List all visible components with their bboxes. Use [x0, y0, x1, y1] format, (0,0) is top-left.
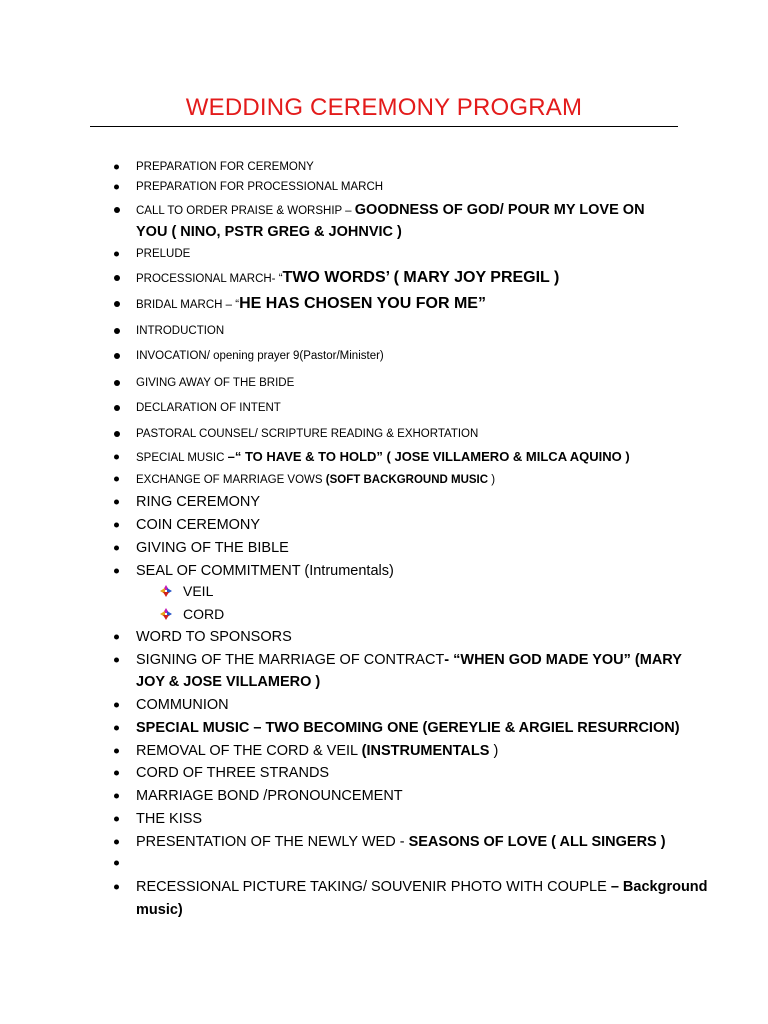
arrow-bullet-icon	[160, 585, 172, 597]
bullet-icon	[114, 328, 120, 334]
item-text: PREPARATION FOR PROCESSIONAL MARCH	[136, 181, 384, 193]
bullet-icon	[114, 431, 120, 437]
item-text: COIN CEREMONY	[136, 517, 261, 533]
list-item	[0, 446, 768, 468]
bullet-icon	[114, 252, 119, 257]
item-text: PROCESSIONAL MARCH- “	[136, 273, 283, 285]
item-text: INTRODUCTION	[136, 325, 225, 337]
sub-list-item	[0, 581, 768, 601]
item-emphasis: – Background	[610, 879, 708, 895]
bullet-icon	[114, 794, 119, 799]
bullet-icon	[114, 635, 119, 640]
bullet-icon	[114, 771, 119, 776]
item-emphasis: HE HAS CHOSEN YOU FOR ME”	[239, 295, 486, 312]
item-text: VEIL	[183, 583, 214, 599]
item-emphasis: (SOFT BACKGROUND MUSIC	[325, 474, 492, 486]
list-item-continuation	[0, 899, 768, 921]
arrow-bullet-icon	[160, 608, 172, 620]
list-item-continuation	[0, 221, 768, 243]
item-text: PRELUDE	[136, 248, 191, 260]
list-item	[0, 292, 768, 316]
bullet-icon	[114, 749, 119, 754]
list-item	[0, 785, 768, 807]
list-item	[0, 346, 768, 366]
bullet-icon	[114, 703, 119, 708]
list-item	[0, 537, 768, 559]
list-item	[0, 740, 768, 762]
list-item	[0, 373, 768, 393]
list-item	[0, 321, 768, 341]
item-text: CALL TO ORDER PRAISE & WORSHIP –	[136, 205, 355, 217]
item-text: REMOVAL OF THE CORD & VEIL	[136, 743, 362, 759]
sub-list-item	[0, 604, 768, 624]
list-item	[0, 157, 768, 177]
list-item	[0, 560, 768, 582]
item-emphasis: SEASONS OF LOVE ( ALL SINGERS )	[408, 834, 666, 850]
item-text: EXCHANGE OF MARRIAGE VOWS	[136, 474, 326, 486]
bullet-icon	[114, 546, 119, 551]
item-emphasis: music)	[136, 902, 183, 918]
bullet-icon	[114, 658, 119, 663]
list-item	[0, 694, 768, 716]
bullet-icon	[114, 405, 120, 411]
list-item	[0, 831, 768, 853]
item-emphasis: YOU ( NINO, PSTR GREG & JOHNVIC )	[136, 224, 402, 240]
bullet-icon	[114, 353, 120, 359]
bullet-icon	[114, 455, 119, 460]
list-item	[0, 514, 768, 536]
bullet-icon	[114, 500, 119, 505]
item-text: SIGNING OF THE MARRIAGE OF CONTRACT	[136, 652, 445, 668]
item-text: DECLARATION OF INTENT	[136, 402, 281, 414]
bullet-icon	[114, 301, 120, 307]
list-item	[0, 808, 768, 830]
item-emphasis: TWO WORDS’ ( MARY JOY PREGIL )	[282, 269, 560, 286]
item-text: SPECIAL MUSIC	[136, 452, 228, 464]
item-text: GIVING AWAY OF THE BRIDE	[136, 377, 295, 389]
bullet-icon	[114, 207, 120, 213]
bullet-icon	[114, 726, 119, 731]
list-item	[0, 491, 768, 513]
bullet-icon	[114, 840, 119, 845]
page-title: WEDDING CEREMONY PROGRAM	[185, 94, 583, 121]
bullet-icon	[114, 523, 119, 528]
item-emphasis: –“ TO HAVE & TO HOLD” ( JOSE VILLAMERO & MILCA AQUINO )	[227, 449, 630, 464]
item-text: RING CEREMONY	[136, 494, 261, 510]
list-item	[0, 177, 768, 197]
list-item	[0, 876, 768, 898]
list-item	[0, 626, 768, 648]
bullet-icon	[114, 477, 119, 482]
title-underline	[90, 126, 678, 127]
list-item	[0, 199, 768, 221]
item-text: PREPARATION FOR CEREMONY	[136, 161, 314, 173]
bullet-icon	[114, 380, 120, 386]
item-text: MARRIAGE BOND /PRONOUNCEMENT	[136, 788, 403, 804]
item-emphasis: GOODNESS OF GOD/ POUR MY LOVE ON	[354, 202, 645, 218]
item-text: INVOCATION/ opening prayer 9(Pastor/Minister)	[136, 350, 384, 362]
list-item	[0, 469, 768, 489]
list-item-empty	[0, 852, 768, 874]
item-text: RECESSIONAL PICTURE TAKING/ SOUVENIR PHOTO WITH COUPLE	[136, 879, 611, 895]
item-text: SEAL OF COMMITMENT (Intrumentals)	[136, 563, 394, 579]
item-emphasis: (INSTRUMENTALS	[361, 743, 494, 759]
item-text: WORD TO SPONSORS	[136, 629, 292, 645]
item-text: THE KISS	[136, 811, 203, 827]
list-item	[0, 717, 768, 739]
list-item-continuation	[0, 671, 768, 693]
item-emphasis: - “WHEN GOD MADE YOU” (MARY	[444, 652, 682, 668]
list-item	[0, 649, 768, 671]
bullet-icon	[114, 885, 119, 890]
item-emphasis: SPECIAL MUSIC – TWO BECOMING ONE (GEREYLIE & ARGIEL RESURRCION)	[136, 720, 680, 736]
item-text: CORD	[183, 606, 225, 622]
item-text: )	[491, 474, 496, 486]
item-text: COMMUNION	[136, 697, 229, 713]
item-text: PRESENTATION OF THE NEWLY WED -	[136, 834, 409, 850]
bullet-icon	[114, 817, 119, 822]
list-item	[0, 244, 768, 264]
list-item	[0, 424, 768, 444]
bullet-icon	[114, 165, 119, 170]
bullet-icon	[114, 275, 120, 281]
item-emphasis: JOY & JOSE VILLAMERO )	[136, 674, 321, 690]
list-item	[0, 398, 768, 418]
bullet-icon	[114, 861, 119, 866]
list-item	[0, 762, 768, 784]
bullet-icon	[114, 569, 119, 574]
item-text: GIVING OF THE BIBLE	[136, 540, 289, 556]
item-text: CORD OF THREE STRANDS	[136, 765, 330, 781]
list-item	[0, 266, 768, 290]
bullet-icon	[114, 185, 119, 190]
item-text: BRIDAL MARCH – “	[136, 299, 240, 311]
item-text: )	[493, 743, 499, 759]
item-text: PASTORAL COUNSEL/ SCRIPTURE READING & EXHORTATION	[136, 428, 479, 440]
